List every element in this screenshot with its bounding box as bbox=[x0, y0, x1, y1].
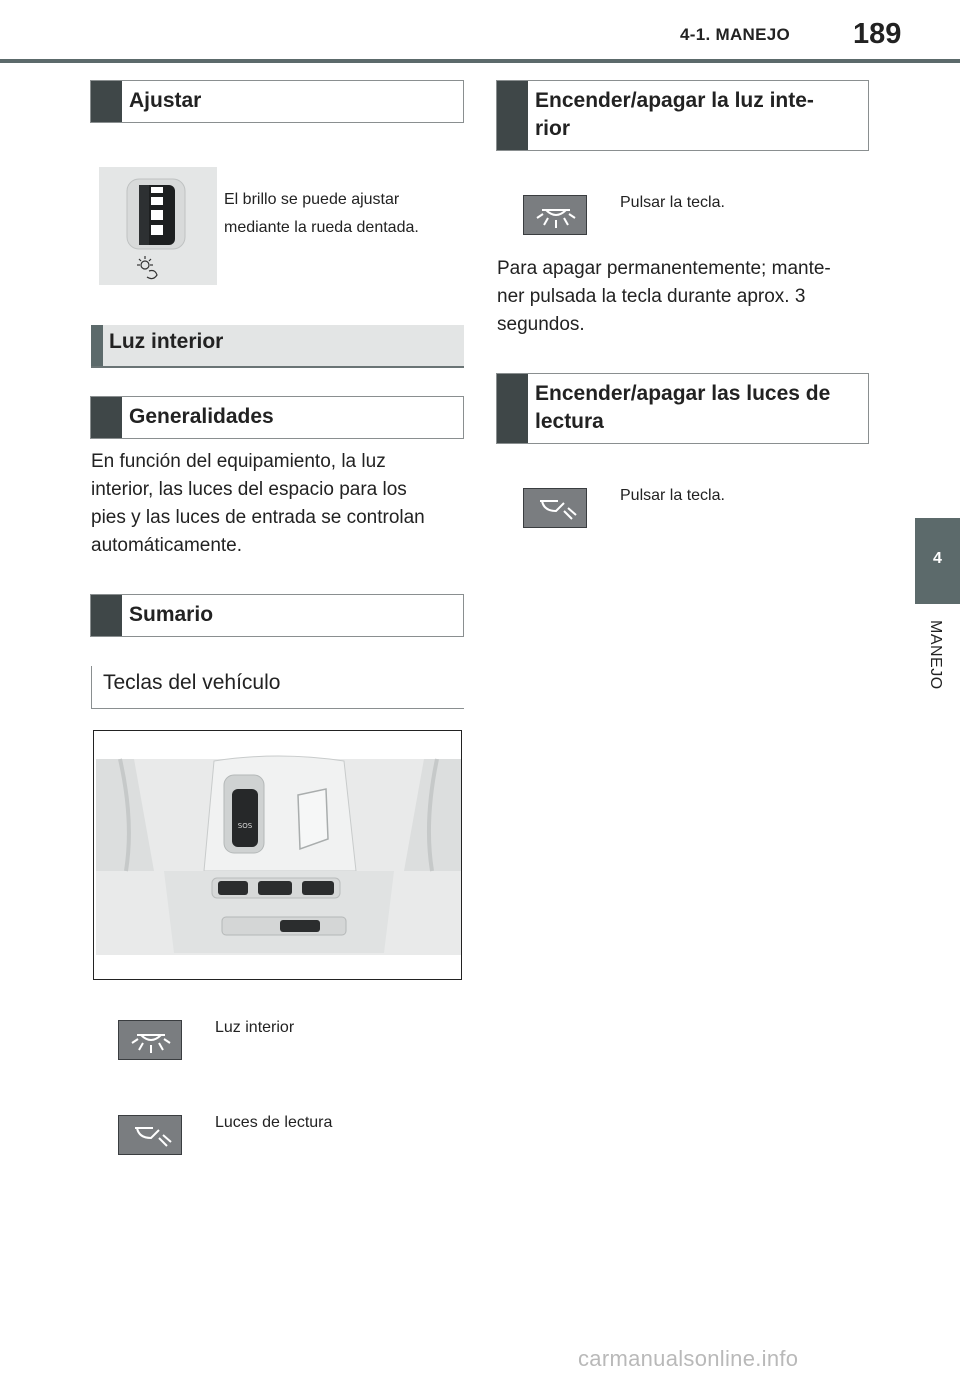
encender-luz-line-1: Para apagar permanentemente; mante- bbox=[497, 258, 831, 279]
overhead-console-illustration bbox=[94, 731, 462, 980]
encender-luz-interior-heading bbox=[496, 80, 869, 151]
generalidades-line-3: pies y las luces de entrada se controlan bbox=[91, 507, 425, 528]
ajustar-description-line1: El brillo se puede ajustar bbox=[224, 191, 400, 208]
ajustar-description-line2: mediante la rueda dentada. bbox=[224, 219, 419, 236]
watermark-link[interactable]: carmanualsonline.info bbox=[578, 1346, 799, 1371]
page-number: 189 bbox=[853, 18, 902, 50]
luz-interior-heading bbox=[91, 325, 464, 368]
generalidades-line-1: En función del equipamiento, la luz bbox=[91, 451, 386, 472]
overhead-console-image bbox=[93, 730, 462, 980]
thumbwheel-illustration bbox=[99, 167, 217, 285]
encender-lectura-heading-line1: Encender/apagar las luces de bbox=[535, 382, 831, 405]
heading-bar bbox=[91, 397, 122, 438]
reading-light-icon bbox=[523, 488, 587, 528]
reading-light-icon bbox=[118, 1115, 182, 1155]
teclas-heading-text: Teclas del vehículo bbox=[103, 671, 281, 694]
interior-light-icon bbox=[523, 195, 587, 235]
chapter-tab bbox=[915, 518, 960, 604]
luz-interior-heading-text: Luz interior bbox=[109, 330, 224, 353]
encender-lectura-heading-line2: lectura bbox=[535, 410, 604, 433]
sumario-heading bbox=[90, 594, 464, 637]
running-header-section: 4-1. MANEJO bbox=[680, 25, 791, 44]
chapter-label: MANEJO bbox=[927, 620, 944, 690]
svg-text:SOS: SOS bbox=[237, 822, 253, 830]
generalidades-heading-text: Generalidades bbox=[129, 405, 274, 428]
encender-luz-line-2: ner pulsada la tecla durante aprox. 3 bbox=[497, 286, 806, 307]
generalidades-heading bbox=[90, 396, 464, 439]
encender-lectura-heading bbox=[496, 373, 869, 444]
heading-bar bbox=[91, 81, 122, 122]
heading-bar bbox=[91, 595, 122, 636]
heading-bar bbox=[497, 374, 528, 443]
header-rule bbox=[0, 59, 960, 63]
teclas-heading bbox=[91, 666, 464, 709]
heading-bar bbox=[91, 325, 103, 366]
encender-luz-key-text: Pulsar la tecla. bbox=[620, 194, 725, 211]
heading-bar bbox=[497, 81, 528, 150]
legend-reading-light-label: Luces de lectura bbox=[215, 1114, 333, 1131]
generalidades-line-4: automáticamente. bbox=[91, 535, 243, 556]
encender-luz-line-3: segundos. bbox=[497, 314, 585, 335]
ajustar-heading-text: Ajustar bbox=[129, 89, 202, 112]
sumario-heading-text: Sumario bbox=[129, 603, 214, 626]
legend-interior-light-label: Luz interior bbox=[215, 1019, 295, 1036]
generalidades-line-2: interior, las luces del espacio para los bbox=[91, 479, 407, 500]
interior-light-icon bbox=[118, 1020, 182, 1060]
ajustar-heading bbox=[90, 80, 464, 123]
encender-lectura-key-text: Pulsar la tecla. bbox=[620, 487, 725, 504]
brightness-wheel-image bbox=[99, 167, 217, 285]
chapter-number: 4 bbox=[933, 550, 942, 567]
encender-luz-heading-line1: Encender/apagar la luz inte- bbox=[535, 89, 814, 112]
encender-luz-heading-line2: rior bbox=[535, 117, 571, 140]
